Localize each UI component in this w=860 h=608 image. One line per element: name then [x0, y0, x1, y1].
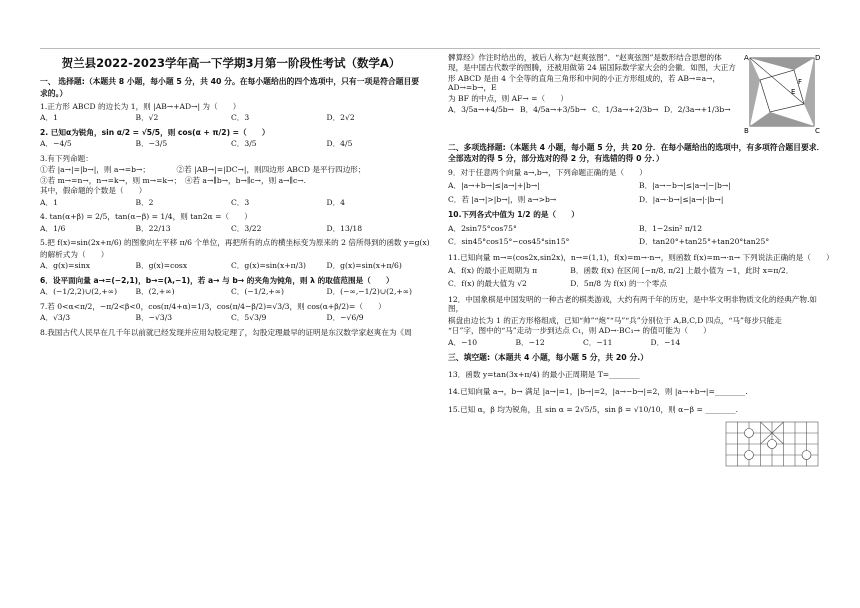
- option: A．(−1/2,2)∪(2,+∞): [40, 287, 118, 297]
- option: D．4: [326, 197, 346, 207]
- question-12-options: [448, 338, 718, 347]
- option: D．4/5: [326, 139, 353, 149]
- option: B．−√3/3: [135, 313, 173, 323]
- section-1-heading: 一、 选择题:（本题共 8 小题，每小题 5 分，共 40 分。在每小题给出的四个选项中，只有一项是符合题目要求的。）: [40, 77, 420, 98]
- question-1: 1.正方形 ABCD 的边长为 1，则 |AB→+AD→| 为（ ）: [40, 101, 241, 111]
- label-d: D: [815, 54, 821, 62]
- question-9: 9．对于任意两个向量 a→,b→，下列命题正确的是（ ）: [448, 167, 647, 177]
- option: A．g(x)=sinx: [40, 261, 91, 271]
- question-3-line: ①若 |a→|=|b→|，则 a→=b→； ②若 |AB→|=|DC→|，则四边形 ABCD 是平行四边形；: [40, 165, 366, 175]
- question-4: 4. tan(α+β) = 2/5，tan(α−β) = 1/4，则 tan2α =（ ）: [40, 212, 252, 222]
- question-11: 11.已知向量 m→=(cos2x,sin2x)，n→=(1,1)，f(x)=m→·n→，则函数 f(x)=m→·n→ 下列说法正确的是（ ）: [448, 252, 834, 262]
- question-3-options: [40, 198, 422, 207]
- chess-piece-icon: [802, 451, 811, 460]
- question-2: 2. 已知α为锐角，sin α/2 = √5/5，则 cos(α + π/2) =（ ）: [40, 127, 270, 137]
- question-7-options: [40, 313, 422, 322]
- option: D．tan20°+tan25°+tan20°tan25°: [639, 237, 770, 247]
- option: A．1: [40, 113, 58, 123]
- option: C．3: [231, 197, 250, 207]
- question-5-cont: 的解析式为（ ）: [40, 249, 109, 259]
- option: A．1: [40, 197, 58, 207]
- option: C．5√3/9: [231, 313, 267, 323]
- option: C．(−1/2,+∞): [231, 287, 285, 297]
- option: B．√2: [135, 113, 159, 123]
- chess-piece-icon: [768, 440, 777, 449]
- option: C．−11: [583, 337, 613, 347]
- question-9-options: [448, 179, 830, 206]
- option: A．|a→+b→|≤|a→|+|b→|: [448, 181, 540, 191]
- question-4-options: [40, 224, 422, 233]
- question-11-options: [448, 264, 830, 291]
- option: D．−14: [650, 337, 681, 347]
- option: D．−√6/9: [326, 313, 364, 323]
- zhao-shuang-diagram: [742, 52, 822, 134]
- question-8: 8.我国古代人民早在几千年以前就已经发现并应用勾股定理了，勾股定理最早的证明是东汉数学家赵爽在为《周: [40, 327, 412, 337]
- label-c: C: [815, 127, 820, 134]
- chess-board-figure: [722, 418, 822, 474]
- label-f: F: [798, 78, 803, 86]
- question-3: 3.有下列命题：: [40, 153, 93, 163]
- option: A．√3/3: [40, 313, 71, 323]
- option: C．1/3a→+2/3b→: [592, 105, 659, 115]
- zhao-shuang-figure: [742, 52, 822, 138]
- question-3-line: 其中，假命题的个数是（ ）: [40, 186, 147, 196]
- question-8-cont: 为 BF 的中点，则 AF→ =（ ）: [448, 93, 568, 103]
- question-5-options: [40, 261, 422, 270]
- option: D．5π/8 为 f(x) 的一个零点: [570, 279, 667, 289]
- question-12-line: 棋盘由边长为 1 的正方形格组成，已知“帅”“炮”“马”“兵”分别位于 A,B,C,D 四点，“马”每步只能走: [448, 315, 782, 325]
- question-12: 12．中国象棋是中国发明的一种古老的棋类游戏，大约有两千年的历史，是中华文明非物质文化的经典产物.如图，: [448, 294, 817, 314]
- option: D．|a→·b→|≤|a→|·|b→|: [639, 194, 724, 204]
- option: B．(2,+∞): [135, 287, 175, 297]
- option: C．f(x) 的最大值为 √2: [448, 279, 527, 289]
- question-2-options: [40, 139, 422, 148]
- option: B．|a→−b→|≤|a→|−|b→|: [639, 181, 731, 191]
- option: C．3/5: [231, 139, 257, 149]
- chess-piece-icon: [745, 451, 754, 460]
- option: D．2√2: [326, 113, 355, 123]
- question-8-cont: 髀算经》作注时给出的，被后人称为“赵爽弦图”．“赵爽弦图”是数形结合思想的体: [448, 53, 722, 62]
- question-7: 7.若 0<α<π/2，−π/2<β<0，cos(π/4+α)=1/3，cos(π/4−β/2)=√3/3，则 cos(α+β/2)=（ ）: [40, 301, 386, 311]
- label-a: A: [744, 54, 749, 62]
- left-column: [40, 52, 430, 339]
- option: A．−4/5: [40, 139, 72, 149]
- question-1-options: [40, 113, 422, 122]
- label-b: B: [744, 127, 749, 134]
- option: B．2: [135, 197, 154, 207]
- option: D．13/18: [326, 223, 363, 233]
- question-6: 6．设平面向量 a→=(−2,1)，b→=(λ,−1)，若 a→ 与 b→ 的夹角为钝角，则 λ 的取值范围是（ ）: [40, 275, 394, 285]
- triangle-shade: [750, 112, 814, 126]
- option: A．−10: [448, 337, 478, 347]
- triangle-shade: [750, 58, 760, 126]
- question-12-line: “日”字，图中的“马”走动一步到达点 C₁，则 AD→·BC₁→ 的值可能为（ ）: [448, 326, 711, 336]
- label-e: E: [791, 88, 796, 96]
- question-8-options: [448, 105, 736, 114]
- question-10: 10.下列各式中值为 1/2 的是（ ）: [448, 210, 579, 220]
- option: B．函数 f(x) 在区间 [−π/8, π/2] 上最小值为 −1，此时 x=π/2．: [570, 265, 794, 275]
- triangle-shade: [750, 58, 814, 70]
- section-2-heading: 二、多项选择题:（本题共 4 小题，每小题 5 分，共 20 分．在每小题给出的选项中，有多项符合题目要求．全部选对的得 5 分，部分选对的得 2 分，有选错的得 0 分．）: [448, 143, 825, 164]
- question-5: 5.把 f(x)=sin(2x+π/6) 的图象向左平移 π/6 个单位，再把所有的点的横坐标变为原来的 2 倍所得到的函数 y=g(x): [40, 238, 430, 248]
- option: A．1/6: [40, 223, 66, 233]
- header-rule: [40, 48, 820, 49]
- option: B．4/5a→+3/5b→: [520, 105, 587, 115]
- question-14: 14.已知向量 a→，b→ 满足 |a→|=1，|b→|=2，|a→−b→|=2，则 |a→+b→|=________.: [448, 387, 748, 397]
- option: D．2/3a→+1/3b→: [664, 105, 731, 115]
- question-13: 13．函数 y=tan(3x+π/4) 的最小正周期是 T=________: [448, 369, 640, 379]
- option: C．若 |a→|>|b→|，则 a→>b→: [448, 194, 557, 204]
- option: B．g(x)=cosx: [135, 261, 188, 271]
- question-3-line: ③若 m→=n→，n→=k→，则 m→=k→； ④若 a→∥b→，b→∥c→，则 a→∥c→.: [40, 175, 307, 185]
- option: A．3/5a→+4/5b→: [448, 105, 514, 115]
- question-10-options: [448, 222, 830, 249]
- section-3-heading: 三、填空题:（本题共 4 小题，每小题 5 分，共 20 分.）: [448, 353, 649, 363]
- question-15: 15.已知 α，β 均为锐角，且 sin α = 2√5/5，sin β = √10/10，则 α−β = ________.: [448, 404, 739, 414]
- chess-board: [722, 418, 822, 470]
- exam-title: 贺兰县2022-2023学年高一下学期3月第一阶段性考试（数学A）: [61, 56, 401, 70]
- option: C．sin45°cos15°−cos45°sin15°: [448, 237, 570, 247]
- option: D．(−∞,−1/2)∪(2,+∞): [326, 287, 413, 297]
- question-8-cont: 形 ABCD 是由 4 个全等的直角三角形和中间的小正方形组成的，若 AB→=a→，AD→=b→，E: [448, 73, 721, 93]
- option: A．f(x) 的最小正周期为 π: [448, 265, 538, 275]
- triangle-shade: [804, 58, 814, 126]
- right-column: [448, 140, 834, 416]
- chess-piece-icon: [745, 429, 754, 438]
- option: B．22/13: [135, 223, 171, 233]
- option: C．g(x)=sin(x+π/3): [231, 261, 307, 271]
- option: B．1−2sin² π/12: [639, 223, 703, 233]
- option: C．3: [231, 113, 250, 123]
- option: D．g(x)=sin(x+π/6): [326, 261, 402, 271]
- inner-square: [760, 70, 804, 112]
- option: C．3/22: [231, 223, 262, 233]
- right-column-top: [448, 52, 736, 120]
- option: B．−12: [515, 337, 545, 347]
- question-8-cont: 现，是中国古代数学的图腾，还被用做第 24 届国际数学家大会的会徽．如图，大正方: [448, 63, 736, 73]
- option: A．2sin75°cos75°: [448, 223, 517, 233]
- option: B．−3/5: [135, 139, 168, 149]
- question-6-options: [40, 287, 422, 296]
